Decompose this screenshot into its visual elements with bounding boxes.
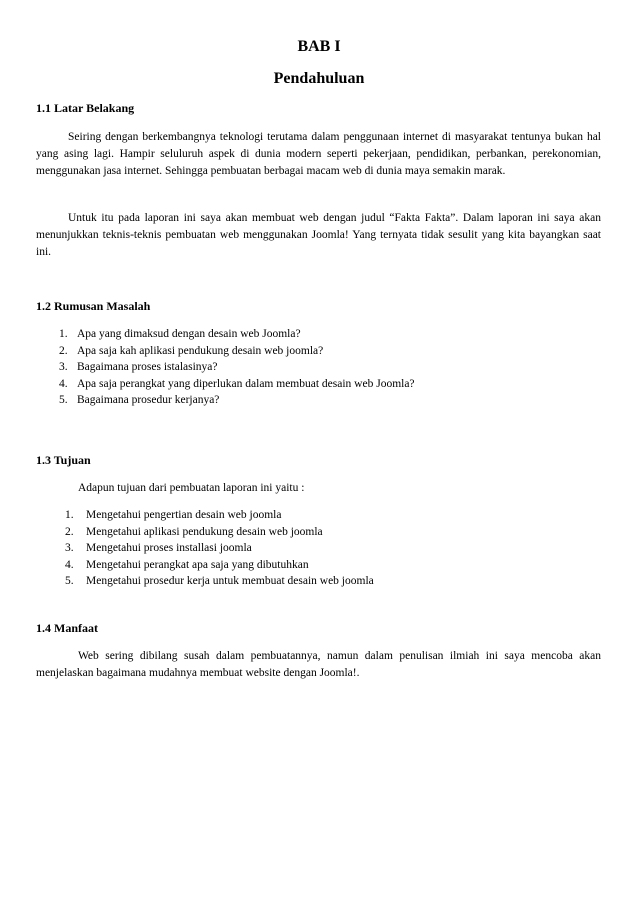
section-heading-latar-belakang: 1.1 Latar Belakang — [36, 101, 135, 115]
section-heading-tujuan: 1.3 Tujuan — [36, 453, 91, 467]
paragraph-latar-belakang-1: Seiring dengan berkembangnya teknologi terutama dalam penggunaan internet di masyarakat tentunya bukan hal yang asing lagi. Hampir seluluruh aspek di dunia modern seperti pekerjaan, pendidikan, perbankan, perekonomian, menggunakan jasa internet. Sehingga pembuatan berbagai macam web di dunia maya semakin marak. — [36, 131, 601, 177]
paragraph-latar-belakang-2: Untuk itu pada laporan ini saya akan membuat web dengan judul “Fakta Fakta”. Dalam laporan ini saya akan menunjukkan teknis-teknis pembuatan web menggunakan Joomla! Yang ternyata tidak sesulit yang kita bayangkan saat ini. — [36, 212, 601, 258]
list-item-text: Bagaimana prosedur kerjanya? — [77, 394, 220, 406]
list-item-text: Mengetahui pengertian desain web joomla — [86, 509, 282, 521]
list-item-text: Apa saja kah aplikasi pendukung desain web joomla? — [77, 344, 324, 357]
list-item-number: 4. — [59, 377, 68, 390]
list-item — [65, 573, 374, 590]
list-item-number: 1. — [65, 509, 74, 521]
list-item — [65, 557, 374, 574]
list-item-text: Mengetahui aplikasi pendukung desain web joomla — [86, 525, 323, 538]
list-item — [65, 540, 374, 557]
list-item-number: 3. — [59, 361, 68, 373]
chapter-title: Pendahuluan — [273, 70, 365, 87]
list-item — [59, 392, 415, 409]
list-item-number: 3. — [65, 542, 74, 554]
list-item — [65, 507, 374, 524]
list-item-text: Mengetahui prosedur kerja untuk membuat desain web joomla — [86, 575, 374, 587]
list-item-text: Apa saja perangkat yang diperlukan dalam membuat desain web Joomla? — [77, 377, 415, 390]
list-item — [65, 524, 374, 541]
list-item — [59, 343, 415, 360]
list-item-number: 5. — [59, 394, 68, 406]
chapter-number: BAB I — [297, 38, 341, 55]
list-item — [59, 359, 415, 376]
tujuan-list — [65, 507, 374, 590]
list-item-number: 2. — [59, 344, 68, 357]
list-item-number: 5. — [65, 575, 74, 587]
list-item — [59, 326, 415, 343]
list-item-number: 1. — [59, 328, 68, 340]
rumusan-masalah-list — [59, 326, 415, 409]
section-heading-manfaat: 1.4 Manfaat — [36, 621, 98, 635]
list-item-text: Apa yang dimaksud dengan desain web Joomla? — [77, 328, 301, 340]
list-item-number: 4. — [65, 558, 74, 571]
list-item — [59, 376, 415, 393]
list-item-text: Bagaimana proses istalasinya? — [77, 361, 218, 373]
tujuan-intro: Adapun tujuan dari pembuatan laporan ini yaitu : — [78, 482, 305, 494]
list-item-text: Mengetahui perangkat apa saja yang dibutuhkan — [86, 558, 309, 571]
list-item-text: Mengetahui proses installasi joomla — [86, 542, 252, 554]
section-heading-rumusan-masalah: 1.2 Rumusan Masalah — [36, 299, 151, 313]
paragraph-manfaat: Web sering dibilang susah dalam pembuatannya, namun dalam penulisan ilmiah ini saya mencoba akan menjelaskan bagaimana mudahnya membuat website dengan Joomla!. — [36, 650, 601, 679]
list-item-number: 2. — [65, 525, 74, 538]
